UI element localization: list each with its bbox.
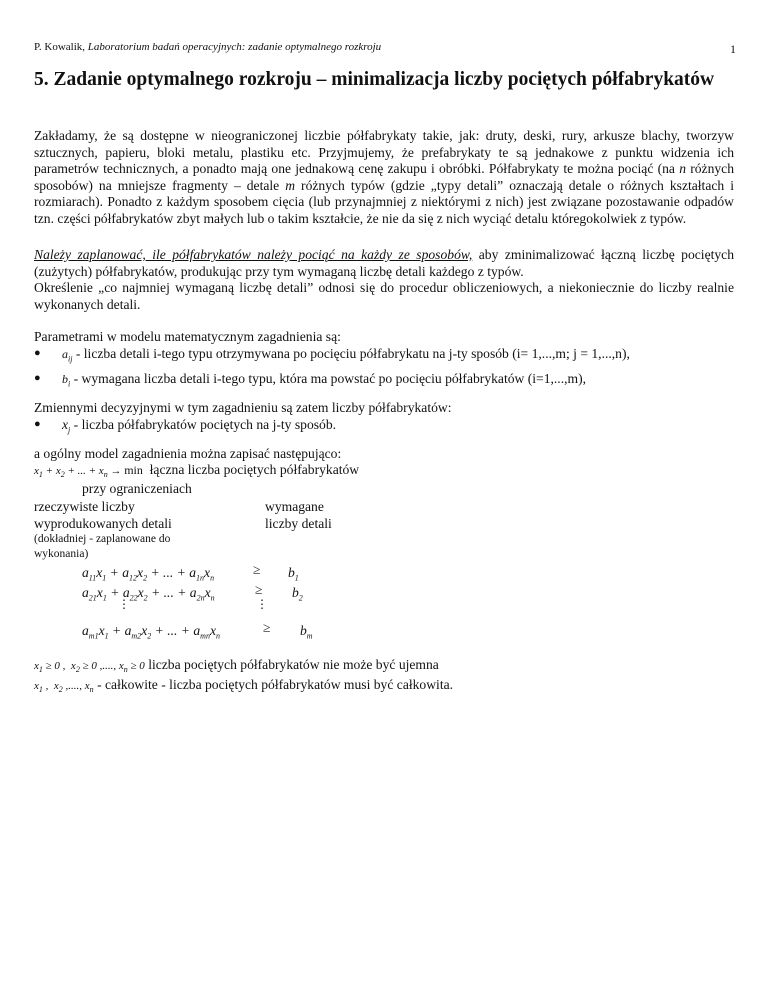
left-col-3: (dokładniej - zaplanowane do: [34, 533, 171, 545]
goal-note: Określenie „co najmniej wymaganą liczbę detali” odnosi się do procedur obliczeniowych, a niekoniecznie do liczby realnie wykonanych detali.: [34, 280, 734, 312]
page-title: 5. Zadanie optymalnego rozkroju – minimalizacja liczby pociętych półfabrykatów: [34, 69, 715, 90]
subject-to: przy ograniczeniach: [82, 481, 192, 496]
bullet-icon: ●: [34, 372, 41, 384]
param-a: $a_{ij}$ - liczba detali i-tego typu otrzymywana po pocięciu półfabrykatu na j-ty sposób (i= 1,...,m; j = 1,...,n),: [62, 346, 630, 364]
left-col-2: wyprodukowanych detali: [34, 516, 172, 531]
right-col-2: liczby detali: [265, 516, 332, 531]
running-header: [34, 41, 381, 53]
intro-m: m: [285, 177, 296, 193]
rhs-b2: $b_2$: [292, 585, 303, 603]
left-col-4: wykonania): [34, 548, 89, 560]
integer-line: $x_1$ , $x_2$ ,...., $x_n$ - całkowite - liczba pociętych półfabrykatów musi być całkowita.: [34, 677, 454, 695]
rhs-b1: $b_1$: [288, 565, 299, 583]
bullet-icon: ●: [34, 418, 41, 430]
var-x-text: - liczba półfabrykatów pociętych na j-ty sposób.: [70, 417, 337, 432]
param-a-text: - liczba detali i-tego typu otrzymywana po pocięciu półfabrykatu na j-ty sposób (i= 1,...,m; j = 1,...,n),: [72, 346, 630, 361]
var-x: $x_j$ - liczba półfabrykatów pociętych na j-ty sposób.: [62, 417, 337, 435]
intro-n: n: [679, 161, 686, 176]
vdots-right: ⋮: [256, 597, 268, 611]
integer-label: - całkowite - liczba pociętych półfabrykatów musi być całkowita.: [93, 677, 454, 692]
header-author: P. Kowalik,: [34, 41, 88, 53]
objective-line: $x_1 + x_2$ + ... + $x_n \to \min$ łączna liczba pociętych półfabrykatów: [34, 462, 360, 480]
constraint-row-m: $a_{m1}x_1 + a_{m2}x_2$ + ... + $a_{mn}x_n$: [82, 623, 220, 641]
nonneg-line: $x_1 \ge 0$ , $x_2 \ge 0$ ,...., $x_n \ge 0$ liczba pociętych półfabrykatów nie może być ujemna: [34, 657, 439, 675]
goal-underlined: Należy zaplanować, ile półfabrykatów należy pociąć na każdy ze sposobów,: [34, 247, 473, 262]
rhs-bm: $b_m$: [300, 623, 313, 641]
goal-rest: aby zminimalizować łączną liczbę pociętych (zużytych) półfabrykatów, produkując przy tym wymaganą liczbę detali każdego z typów.: [34, 247, 735, 279]
page-number: 1: [730, 42, 736, 56]
bullet-icon: ●: [34, 347, 41, 359]
geq-1: ≥: [253, 562, 261, 577]
params-intro: Parametrami w modelu matematycznym zagadnienia są:: [34, 329, 341, 344]
vdots-left: ⋮: [118, 597, 130, 611]
geq-2: ≥: [255, 582, 263, 597]
header-source: Laboratorium badań operacyjnych: zadanie optymalnego rozkroju: [87, 41, 382, 53]
intro-paragraph: [34, 128, 734, 227]
intro-text-1: Zakładamy, że są dostępne w nieograniczonej liczbie półfabrykaty takie, jak: druty, deski, rury, arkusze blachy, tworzyw sztucznych, papieru, bloki metalu, plastiku etc. Przyjmujemy, że prefabrykaty te są jednakowe z punktu widzenia ich parametrów technicznych, a ponadto mają one jednakową cenę zakupu i obróbki. Półfabrykaty te można pociąć (na: [34, 128, 734, 176]
right-col-1: wymagane: [265, 499, 324, 514]
model-intro: a ogólny model zagadnienia można zapisać następująco:: [34, 446, 342, 461]
param-b-text: - wymagana liczba detali i-tego typu, która ma powstać po pocięciu półfabrykatów (i=1,...,m),: [70, 371, 586, 386]
objective-label: łączna liczba pociętych półfabrykatów: [149, 462, 360, 477]
constraint-row-1: $a_{11}x_1 + a_{12}x_2$ + ... + $a_{1n}x_n$: [82, 565, 215, 583]
vars-intro: Zmiennymi decyzyjnymi w tym zagadnieniu są zatem liczby półfabrykatów:: [34, 400, 452, 415]
geq-m: ≥: [263, 620, 271, 635]
nonneg-label: liczba pociętych półfabrykatów nie może być ujemna: [148, 657, 439, 672]
param-b: $b_i$ - wymagana liczba detali i-tego typu, która ma powstać po pocięciu półfabrykatów (i=1,...,m),: [62, 371, 586, 389]
goal-paragraph: [34, 247, 734, 280]
left-col-1: rzeczywiste liczby: [34, 499, 135, 514]
constraint-row-2: $a_{21}x_1 + a_{22}x_2$ + ... + $a_{2n}x_n$: [82, 585, 215, 603]
intro-text-2: różnych sposobów) na mniejsze fragmenty – detale: [34, 161, 734, 193]
intro-text-3: różnych typów (gdzie „typy detali” oznaczają detale o różnych kształtach i rozmiarach). Ponadto z każdym sposobem cięcia (lub przynajmniej z niektórymi z nich) jest związane pozostawanie odpadów tzn. części półfabrykatów zbyt małych lub o takim kształcie, że nie da się z nich wyciąć detalu któregokolwiek z typów.: [34, 177, 734, 226]
